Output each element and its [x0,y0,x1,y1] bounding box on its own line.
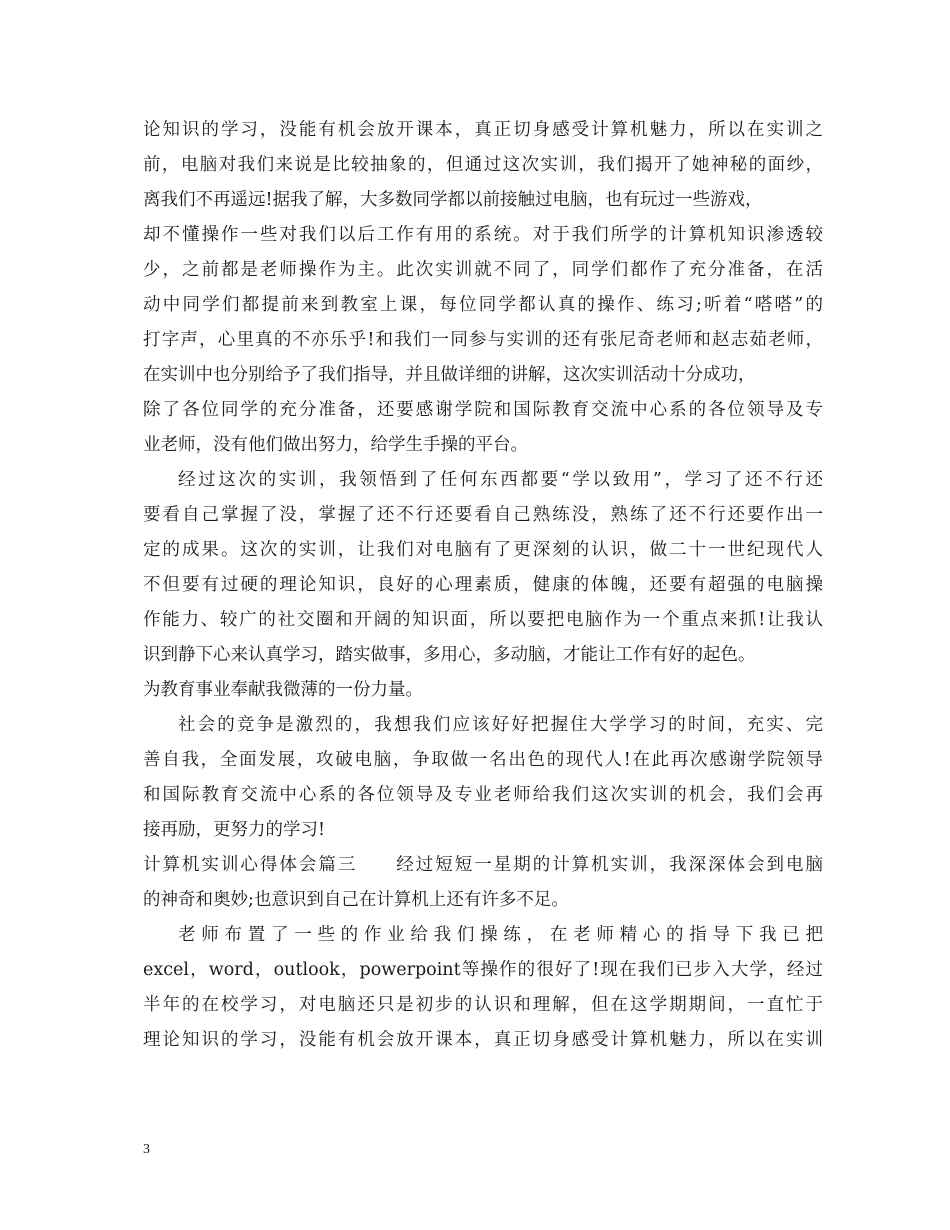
text-line: 论知识的学习，没能有机会放开课本，真正切身感受计算机魅力，所以在实训之 [143,120,823,140]
text-line: excel，word，outlook，powerpoint等操作的很好了!现在我们已步入大学，经过 [143,960,823,980]
page-number: 3 [143,1142,150,1157]
paragraph-first-line: 经过这次的实训，我领悟到了任何东西都要“学以致用”，学习了还不行还 [178,470,823,490]
body-text [143,113,823,1058]
text-line: 不但要有过硬的理论知识，良好的心理素质，健康的体魄，还要有超强的电脑操 [143,575,823,595]
text-line: 业老师，没有他们做出努力，给学生手操的平台。 [143,435,528,455]
text-line: 接再励，更努力的学习! [143,820,326,840]
paragraph-first-line: 社会的竞争是激烈的，我想我们应该好好把握住大学学习的时间，充实、完 [178,715,823,735]
text-line: 要看自己掌握了没，掌握了还不行还要看自己熟练没，熟练了还不行还要作出一 [143,505,823,525]
text-line: 为教育事业奉献我微薄的一份力量。 [143,680,423,700]
text-line: 理论知识的学习，没能有机会放开课本，真正切身感受计算机魅力，所以在实训 [143,1030,823,1050]
text-line: 却不懂操作一些对我们以后工作有用的系统。对于我们所学的计算机知识渗透较 [143,225,823,245]
text-line: 善自我，全面发展，攻破电脑，争取做一名出色的现代人!在此再次感谢学院领导 [143,750,823,770]
text-line: 动中同学们都提前来到教室上课，每位同学都认真的操作、练习;听着“嗒嗒”的 [143,295,823,315]
text-line: 少，之前都是老师操作为主。此次实训就不同了，同学们都作了充分准备，在活 [143,260,823,280]
paragraph-first-line: 老师布置了一些的作业给我们操练，在老师精心的指导下我已把 [178,925,823,945]
text-line: 前，电脑对我们来说是比较抽象的，但通过这次实训，我们揭开了她神秘的面纱， [143,155,823,175]
text-line: 作能力、较广的社交圈和开阔的知识面，所以要把电脑作为一个重点来抓!让我认 [143,610,823,630]
text-line: 半年的在校学习，对电脑还只是初步的认识和理解，但在这学期期间，一直忙于 [143,995,823,1015]
text-line: 和国际教育交流中心系的各位领导及专业老师给我们这次实训的机会，我们会再 [143,785,823,805]
text-line: 在实训中也分别给予了我们指导，并且做详细的讲解，这次实训活动十分成功， [143,365,756,385]
text-line: 离我们不再遥远!据我了解，大多数同学都以前接触过电脑，也有玩过一些游戏， [143,190,763,210]
text-line: 定的成果。这次的实训，让我们对电脑有了更深刻的认识，做二十一世纪现代人 [143,540,823,560]
section-heading-line: 计算机实训心得体会篇三 经过短短一星期的计算机实训，我深深体会到电脑 [143,855,823,875]
text-line: 打字声，心里真的不亦乐乎!和我们一同参与实训的还有张尼奇老师和赵志茹老师， [143,330,823,350]
text-line: 识到静下心来认真学习，踏实做事，多用心，多动脑，才能让工作有好的起色。 [143,645,756,665]
text-line: 除了各位同学的充分准备，还要感谢学院和国际教育交流中心系的各位领导及专 [143,400,823,420]
text-line: 的神奇和奥妙;也意识到自己在计算机上还有许多不足。 [143,890,569,910]
